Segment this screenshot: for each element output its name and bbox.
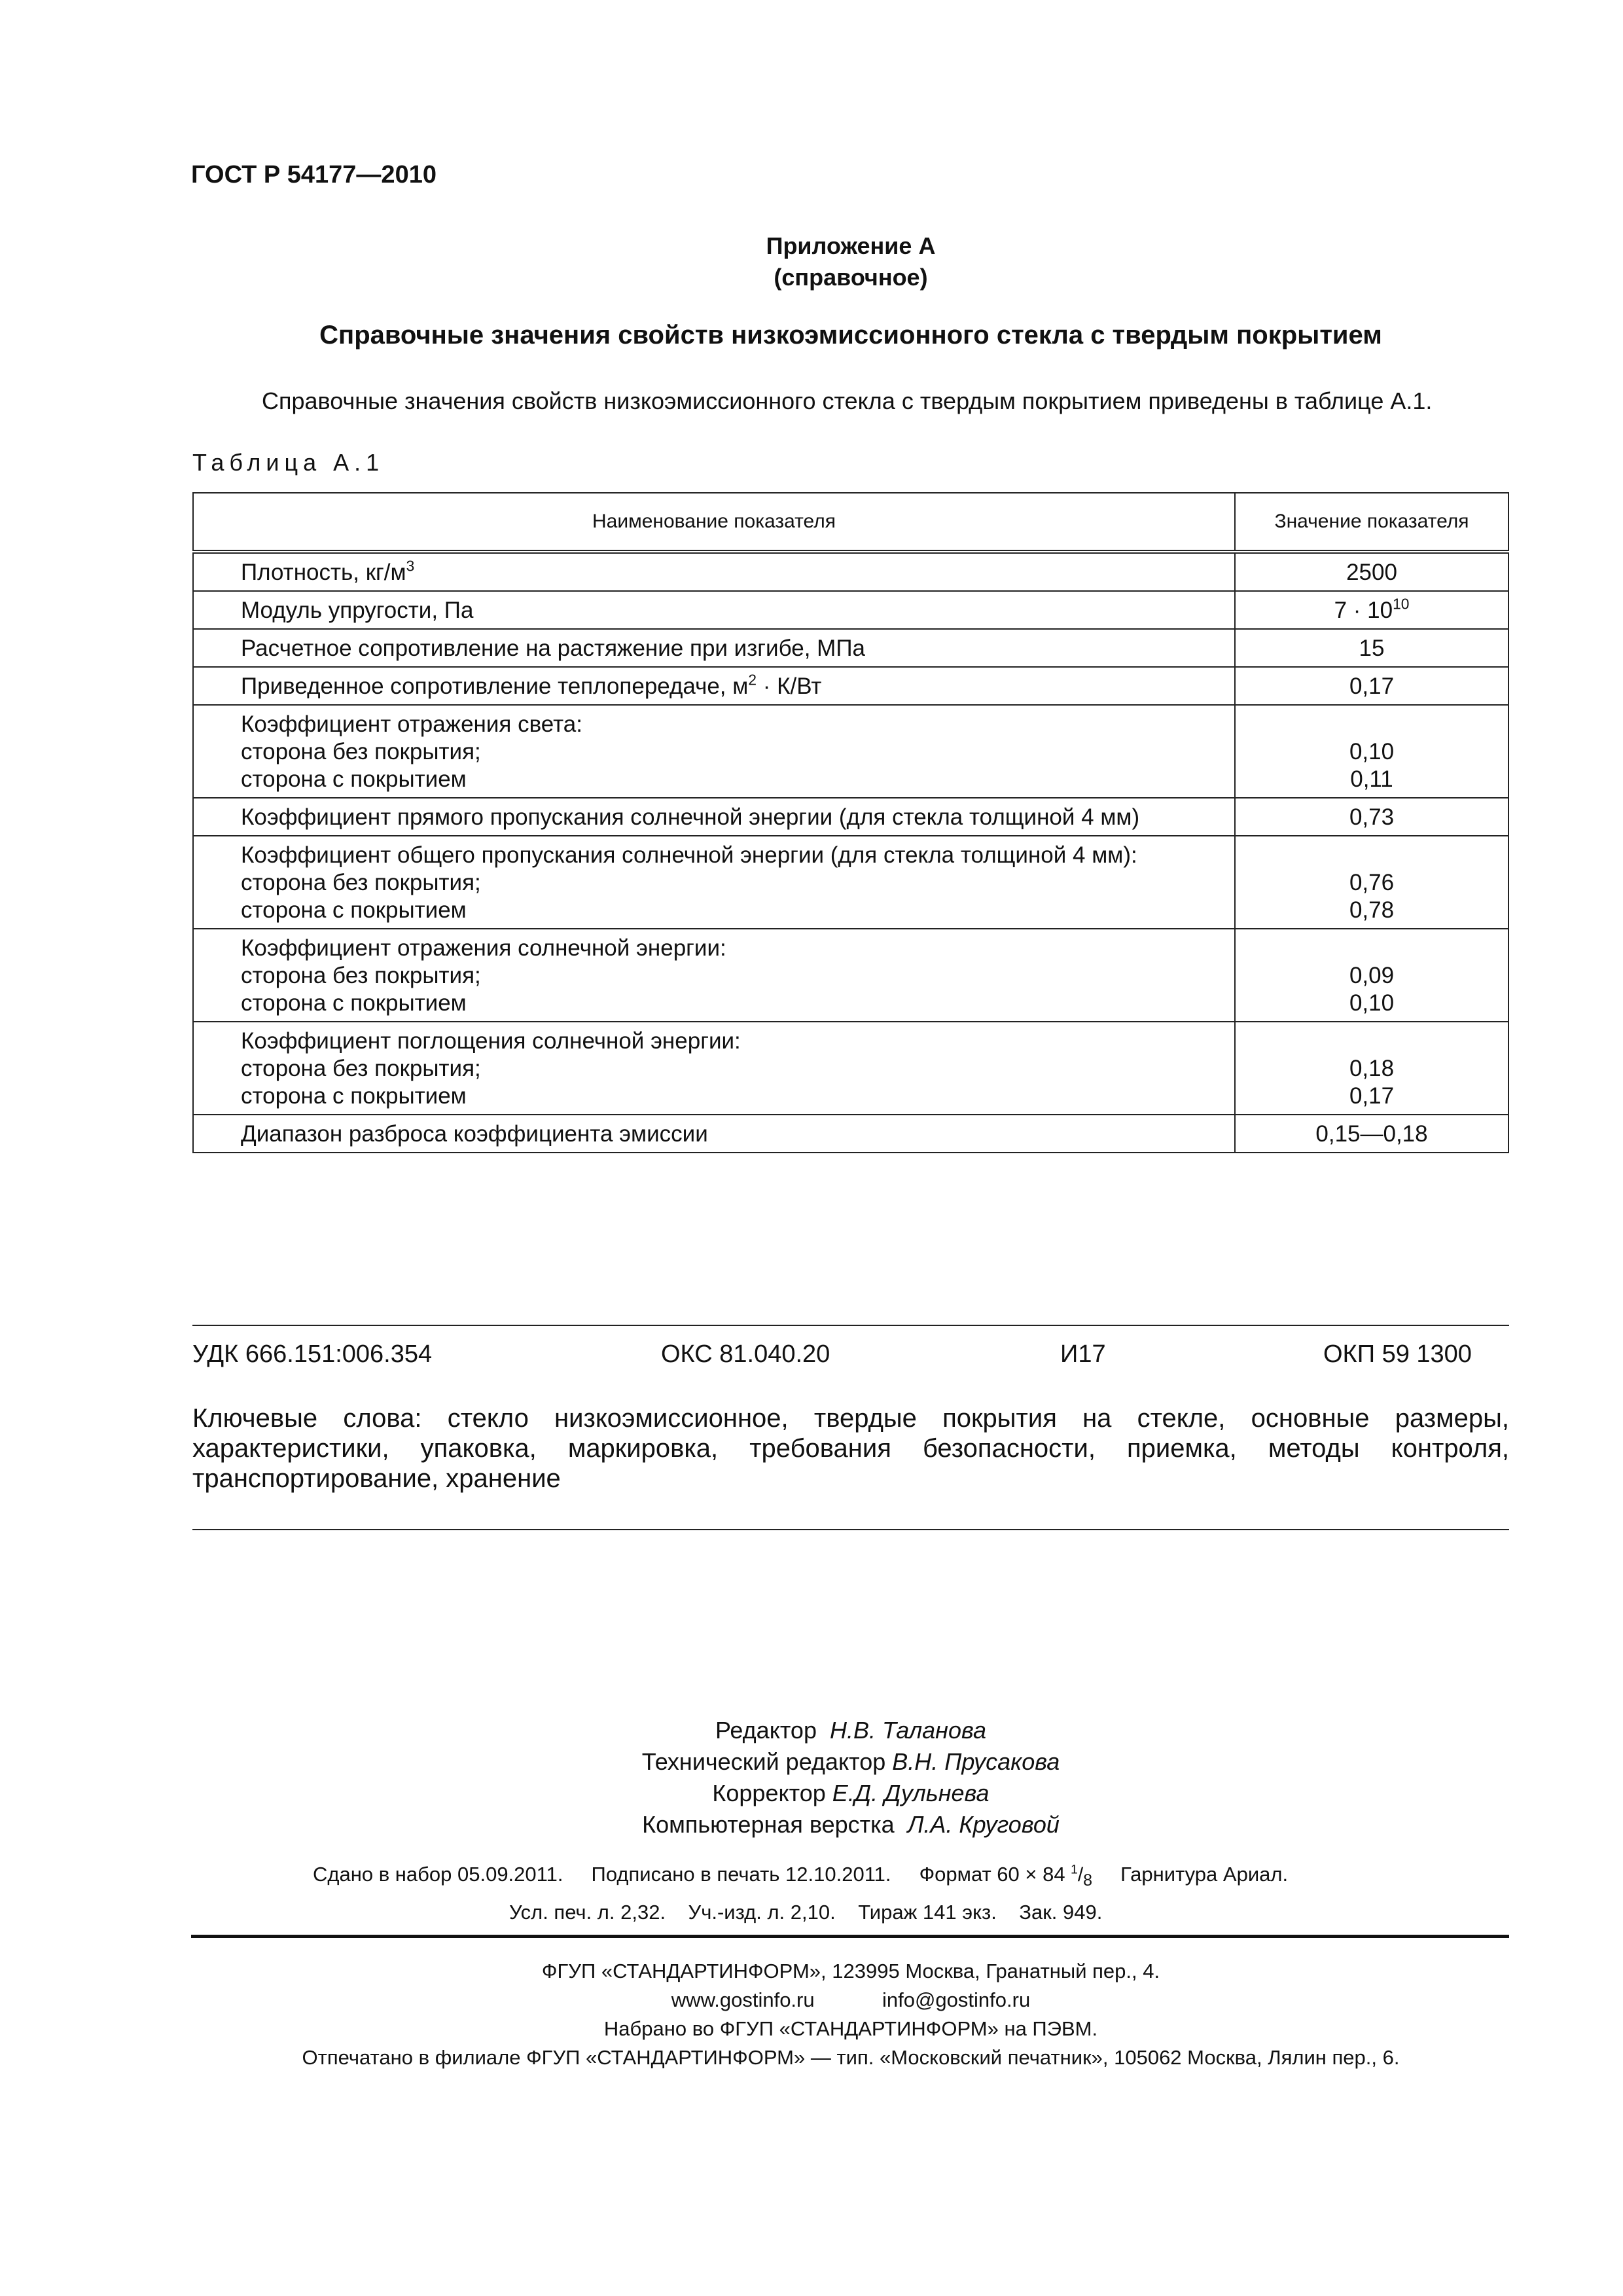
- footer-rule: [191, 1935, 1509, 1938]
- row-name: Расчетное сопротивление на растяжение при изгибе, МПа: [193, 629, 1235, 667]
- credit-tech-editor: Технический редактор В.Н. Прусакова: [641, 1748, 1060, 1775]
- table-row: [193, 929, 1508, 1022]
- row-value: 0,10 0,11: [1235, 705, 1508, 798]
- table-row: [193, 552, 1508, 591]
- row-value: 0,18 0,17: [1235, 1022, 1508, 1115]
- row-name: Коэффициент отражения солнечной энергии: сторона без покрытия; сторона с покрытием: [193, 929, 1235, 1022]
- table-row: [193, 1115, 1508, 1153]
- annex-heading: [0, 230, 1623, 293]
- divider: [192, 1529, 1509, 1530]
- publication-info-line1: Сдано в набор 05.09.2011. Подписано в печать 12.10.2011. Формат 60 × 84 $^1/_8$ Гарнитура Ариал.: [313, 1862, 1289, 1890]
- table-row: [193, 798, 1508, 836]
- table-caption: Таблица А.1: [192, 449, 385, 476]
- annex-kind: (справочное): [774, 264, 928, 291]
- intro-paragraph: Справочные значения свойств низкоэмиссионного стекла с твердым покрытием приведены в таблице А.1.: [262, 387, 1433, 414]
- publisher-footer: ФГУП «СТАНДАРТИНФОРМ», 123995 Москва, Гранатный пер., 4. www.gostinfo.ru info@gostinfo.ru Набрано во ФГУП «СТАНДАРТИНФОРМ» на ПЭВМ. Отпечатано в филиале ФГУП «СТАНДАРТИНФОРМ» — тип. «Московский печатник», 105062 Москва, Лялин пер., 6.: [302, 1960, 1400, 2069]
- row-value: 0,09 0,10: [1235, 929, 1508, 1022]
- row-value: 15: [1235, 629, 1508, 667]
- group-code: И17: [1060, 1340, 1106, 1368]
- table-row: [193, 1022, 1508, 1115]
- row-value: $7 \cdot 10^{10}$: [1235, 591, 1508, 629]
- header-value: Значение показателя: [1235, 493, 1508, 552]
- header-name: Наименование показателя: [193, 493, 1235, 552]
- section-title: Справочные значения свойств низкоэмиссионного стекла с твердым покрытием: [319, 321, 1382, 350]
- row-name: Диапазон разброса коэффициента эмиссии: [193, 1115, 1235, 1153]
- row-name: Модуль упругости, Па: [193, 591, 1235, 629]
- keywords: Ключевые слова: стекло низкоэмиссионное, твердые покрытия на стекле, основные размеры, характеристики, упаковка, маркировка, требования безопасности, приемка, методы контроля, транспортирование, хранение: [192, 1404, 1509, 1493]
- credits: [0, 1715, 1623, 1840]
- publication-info-line2: Усл. печ. л. 2,32. Уч.-изд. л. 2,10. Тираж 141 экз. Зак. 949.: [509, 1901, 1103, 1924]
- row-value: 0,17: [1235, 667, 1508, 705]
- divider: [192, 1325, 1509, 1326]
- publisher-email: info@gostinfo.ru: [882, 1988, 1031, 2011]
- okp-code: ОКП 59 1300: [1323, 1340, 1472, 1368]
- credit-corrector: Корректор Е.Д. Дульнева: [712, 1780, 990, 1806]
- properties-table: [192, 492, 1509, 1153]
- row-name: Приведенное сопротивление теплопередаче, $м^2 \cdot К/Вт$: [193, 667, 1235, 705]
- row-value: 2500: [1235, 552, 1508, 591]
- oks-code: ОКС 81.040.20: [661, 1340, 830, 1368]
- table-row: [193, 629, 1508, 667]
- row-value: 0,15—0,18: [1235, 1115, 1508, 1153]
- annex-title: Приложение А: [766, 232, 936, 259]
- table-row: [193, 591, 1508, 629]
- credit-layout: Компьютерная верстка Л.А. Круговой: [642, 1811, 1060, 1838]
- row-value: 0,73: [1235, 798, 1508, 836]
- row-name: Коэффициент прямого пропускания солнечной энергии (для стекла толщиной 4 мм): [193, 798, 1235, 836]
- row-name: Коэффициент общего пропускания солнечной энергии (для стекла толщиной 4 мм): сторона без покрытия; сторона с покрытием: [193, 836, 1235, 929]
- credit-editor: Редактор Н.В. Таланова: [715, 1717, 986, 1744]
- row-value: 0,76 0,78: [1235, 836, 1508, 929]
- publisher-site: www.gostinfo.ru: [671, 1988, 815, 2011]
- table-row: [193, 705, 1508, 798]
- document-id: ГОСТ Р 54177—2010: [191, 161, 437, 188]
- table-row: [193, 667, 1508, 705]
- table-header-row: [193, 493, 1508, 552]
- row-name: Коэффициент поглощения солнечной энергии: сторона без покрытия; сторона с покрытием: [193, 1022, 1235, 1115]
- row-name: Плотность, $кг/м^3$: [193, 552, 1235, 591]
- udk-code: УДК 666.151:006.354: [192, 1340, 433, 1368]
- table-row: [193, 836, 1508, 929]
- row-name: Коэффициент отражения света: сторона без покрытия; сторона с покрытием: [193, 705, 1235, 798]
